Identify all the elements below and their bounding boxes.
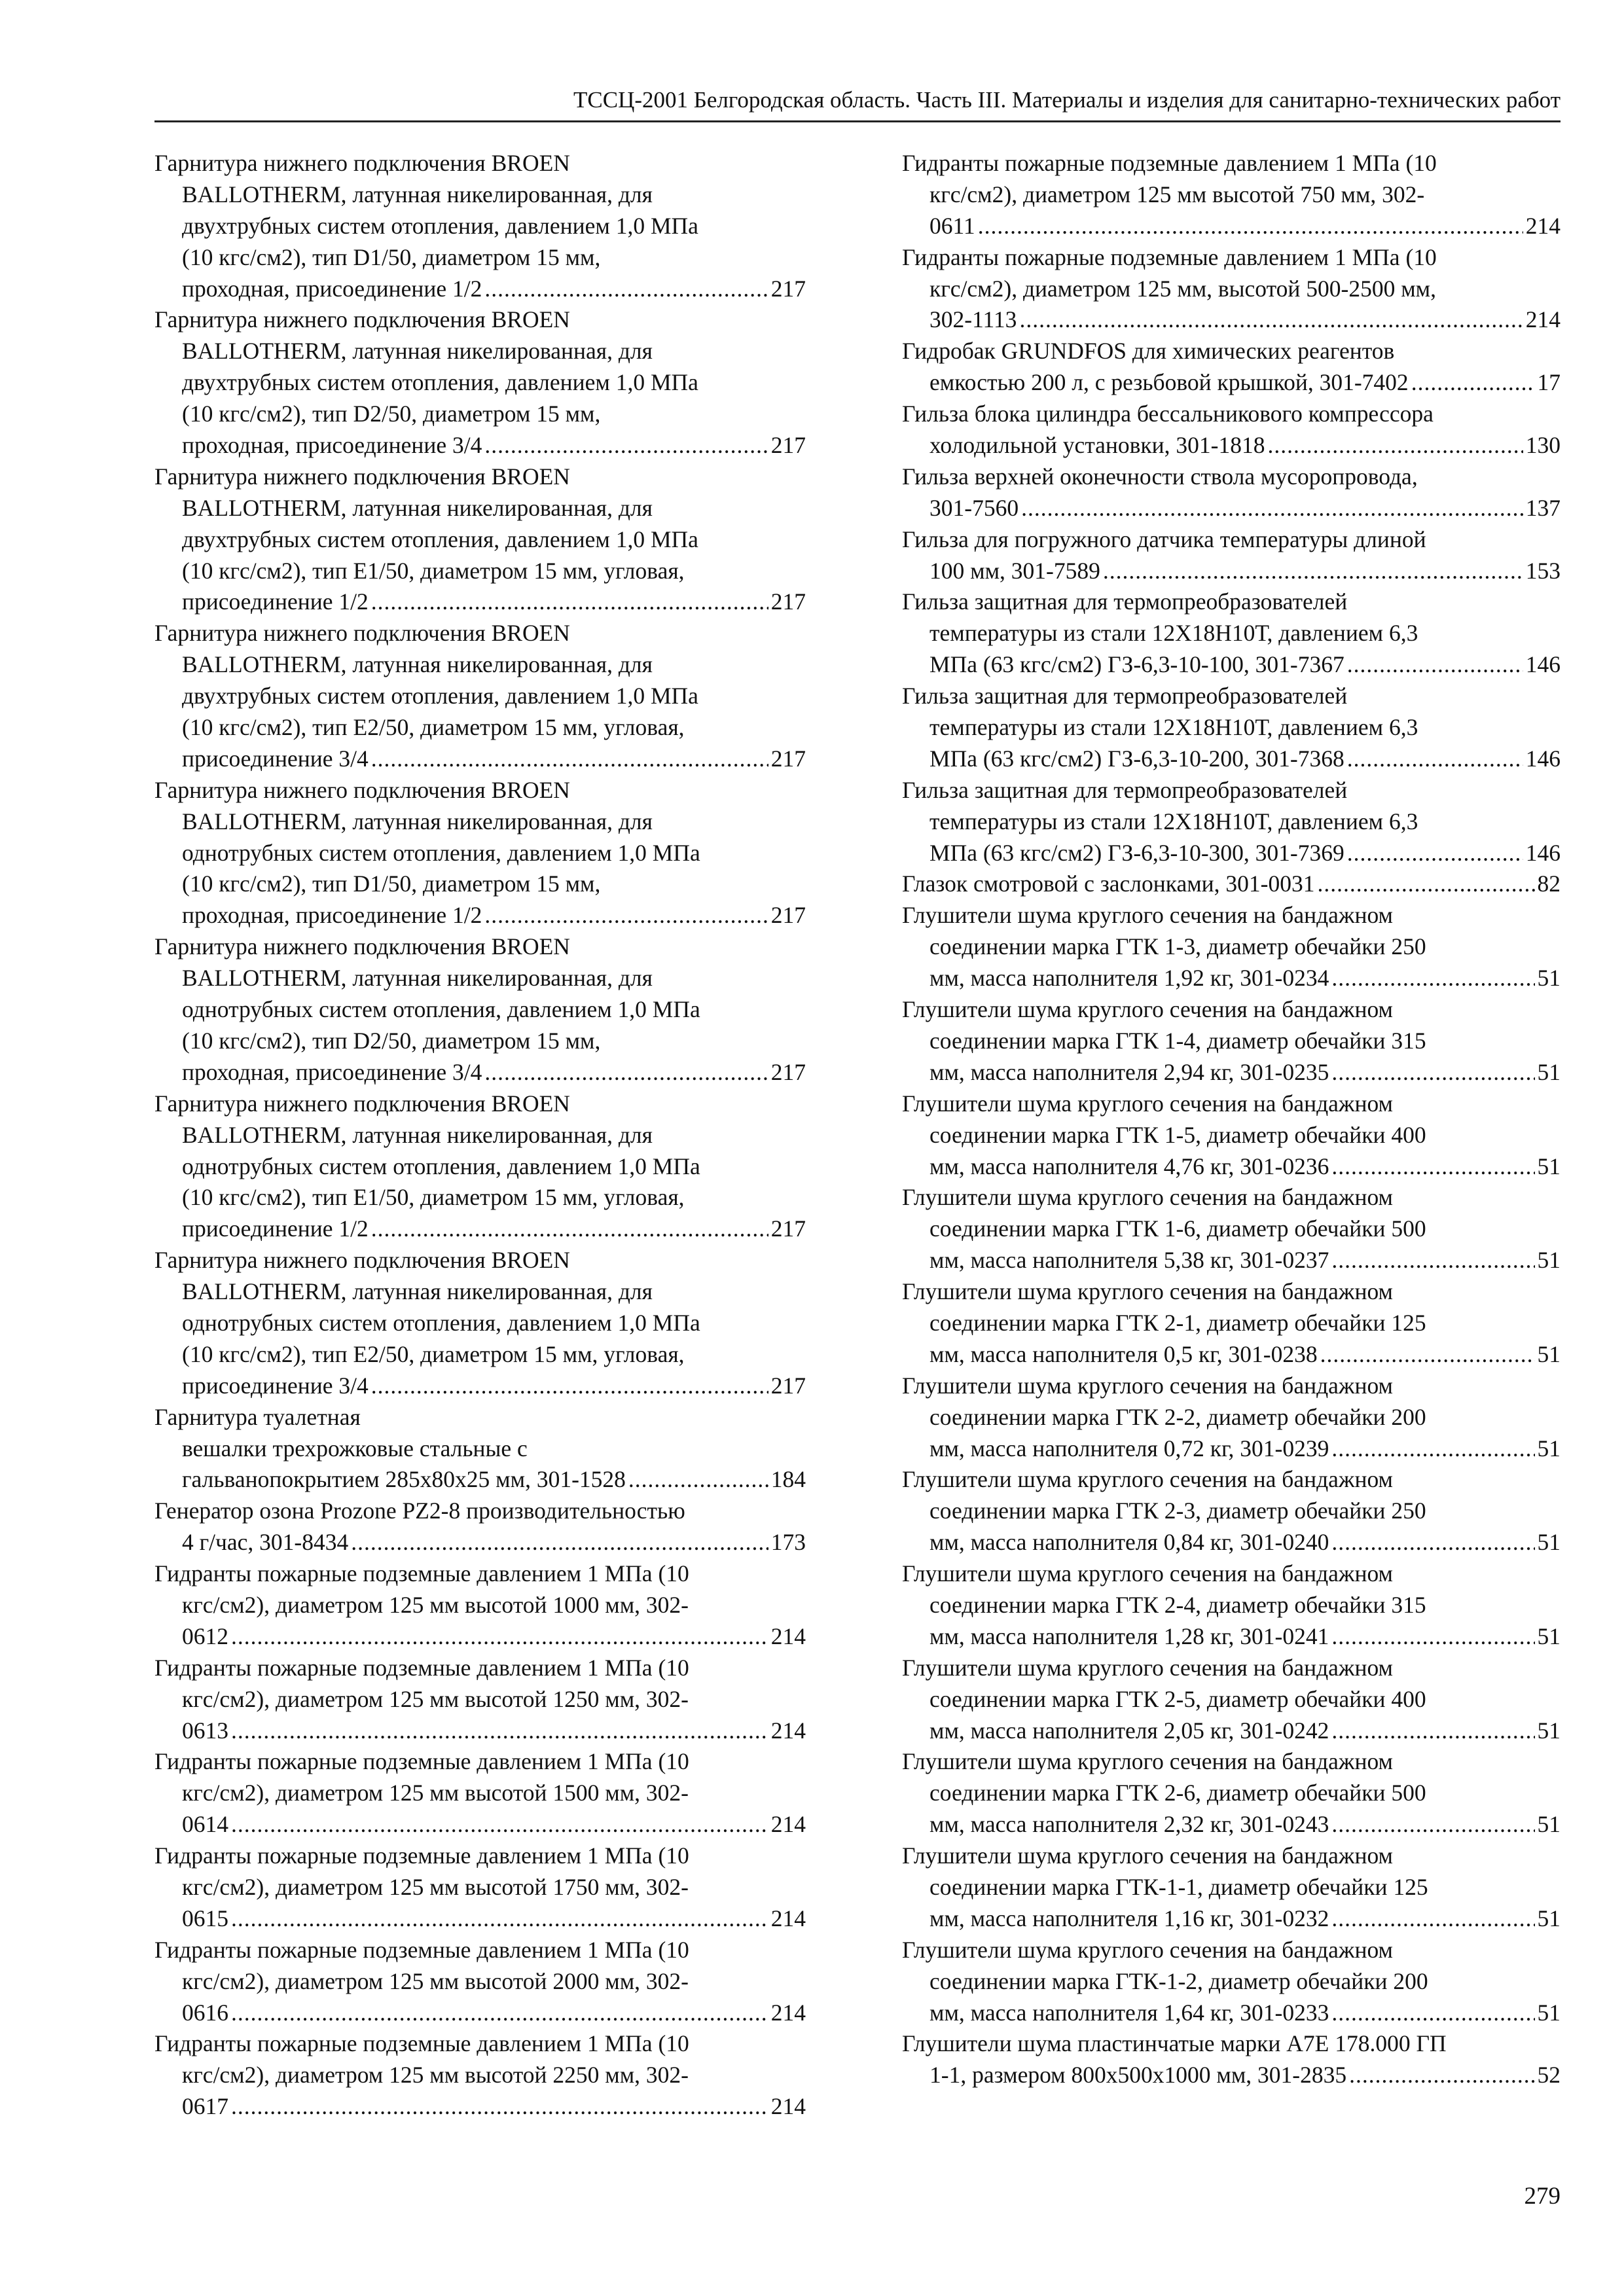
leader-dots xyxy=(1103,556,1523,587)
index-entry-line xyxy=(902,1715,1561,1747)
index-entry xyxy=(154,304,806,461)
index-entry xyxy=(154,775,806,931)
entry-text: 1-1, размером 800х500х1000 мм, 301-2835 xyxy=(929,2062,1347,2089)
index-entry-line xyxy=(154,900,806,931)
leader-dots xyxy=(231,1903,768,1935)
index-entry xyxy=(902,2028,1561,2091)
index-entry xyxy=(902,1371,1561,1465)
entry-text: гальванопокрытием 285х80х25 мм, 301-1528 xyxy=(182,1466,626,1493)
entry-text: присоединение 1/2 xyxy=(182,588,369,615)
entry-text: мм, масса наполнителя 2,94 кг, 301-0235 xyxy=(929,1058,1329,1085)
index-entry xyxy=(902,399,1561,461)
entry-text: проходная, присоединение 1/2 xyxy=(182,275,482,302)
index-entry-line: (10 кгс/см2), тип E2/50, диаметром 15 мм, угловая, xyxy=(182,1340,685,1367)
index-entry xyxy=(902,1558,1561,1653)
index-entry-line: вешалки трехрожковые стальные с xyxy=(182,1435,528,1462)
index-entry-line: Гарнитура нижнего подключения BROEN xyxy=(154,776,570,803)
index-entry-line: (10 кгс/см2), тип D2/50, диаметром 15 мм, xyxy=(182,1027,601,1054)
index-entry-line: соединении марка ГТК 1-3, диаметр обечайки 250 xyxy=(929,933,1426,960)
index-entry xyxy=(154,618,806,774)
entry-text: 0613 xyxy=(182,1717,228,1744)
leader-dots xyxy=(231,2091,768,2123)
entry-text: емкостью 200 л, с резьбовой крышкой, 301-7402 xyxy=(929,369,1409,396)
index-entry-line: Глушители шума пластинчатые марки А7Е 178.000 ГП xyxy=(902,2030,1447,2057)
index-entry-line xyxy=(154,1464,806,1496)
index-entry-line: Гарнитура нижнего подключения BROEN xyxy=(154,933,570,960)
index-entry-line: соединении марка ГТК 1-6, диаметр обечайки 500 xyxy=(929,1215,1426,1242)
index-entry xyxy=(902,1935,1561,2029)
entry-page-ref: 51 xyxy=(1537,1153,1561,1179)
leader-dots xyxy=(484,900,768,931)
leader-dots xyxy=(1331,1151,1534,1183)
entry-text: 4 г/час, 301-8434 xyxy=(182,1529,349,1556)
index-entry-line xyxy=(902,304,1561,336)
index-entry-line: соединении марка ГТК-1-1, диаметр обечайки 125 xyxy=(929,1873,1428,1900)
leader-dots xyxy=(351,1527,768,1558)
index-entry xyxy=(902,900,1561,994)
entry-page-ref: 146 xyxy=(1525,745,1561,772)
index-entry-line: однотрубных систем отопления, давлением 1,0 МПа xyxy=(182,1309,700,1336)
index-entry-line: соединении марка ГТК 2-5, диаметр обечайки 400 xyxy=(929,1685,1426,1712)
entry-text: мм, масса наполнителя 1,28 кг, 301-0241 xyxy=(929,1623,1329,1649)
entry-text: 0616 xyxy=(182,1999,228,2026)
index-entry-line: Гидранты пожарные подземные давлением 1 МПа (10 xyxy=(154,1936,689,1963)
index-entry-line xyxy=(154,274,806,305)
index-entry-line: Гильза защитная для термопреобразователей xyxy=(902,588,1348,615)
index-entry-line: соединении марка ГТК 1-5, диаметр обечайки 400 xyxy=(929,1121,1426,1148)
index-entry-line xyxy=(902,1057,1561,1088)
index-entry-line: Гильза верхней оконечности ствола мусоропровода, xyxy=(902,463,1418,490)
index-entry xyxy=(154,1496,806,1558)
entry-text: мм, масса наполнителя 1,16 кг, 301-0232 xyxy=(929,1905,1329,1931)
index-entry-line xyxy=(154,1715,806,1747)
entry-page-ref: 51 xyxy=(1537,1340,1561,1367)
index-entry xyxy=(154,461,806,618)
index-entry xyxy=(154,931,806,1088)
index-entry-line xyxy=(902,1809,1561,1840)
leader-dots xyxy=(484,430,768,461)
index-entry-line: (10 кгс/см2), тип D1/50, диаметром 15 мм, xyxy=(182,870,601,897)
leader-dots xyxy=(484,274,768,305)
index-entry-line: BALLOTHERM, латунная никелированная, для xyxy=(182,1278,653,1305)
leader-dots xyxy=(1331,1433,1534,1465)
leader-dots xyxy=(1331,1527,1534,1558)
entry-page-ref: 146 xyxy=(1525,839,1561,866)
index-entry-line: Глушители шума круглого сечения на бандажном xyxy=(902,1560,1393,1587)
index-entry xyxy=(902,1182,1561,1276)
index-entry-line: соединении марка ГТК 2-6, диаметр обечайки 500 xyxy=(929,1780,1426,1806)
index-entry-line xyxy=(154,1213,806,1245)
index-entry-line xyxy=(902,1151,1561,1183)
entry-text: присоединение 1/2 xyxy=(182,1215,369,1242)
leader-dots xyxy=(1411,367,1535,399)
index-entry xyxy=(154,1840,806,1935)
index-entry-line: Гидранты пожарные подземные давлением 1 МПа (10 xyxy=(154,1842,689,1869)
leader-dots xyxy=(1331,963,1534,994)
index-entry-line xyxy=(154,1371,806,1402)
entry-page-ref: 217 xyxy=(770,1058,806,1085)
leader-dots xyxy=(1320,1339,1535,1371)
index-entry-line: BALLOTHERM, латунная никелированная, для xyxy=(182,651,653,678)
leader-dots xyxy=(1021,493,1523,524)
entry-page-ref: 184 xyxy=(770,1466,806,1493)
entry-text: Глазок смотровой с заслонками, 301-0031 xyxy=(902,870,1315,897)
index-entry-line: Гарнитура нижнего подключения BROEN xyxy=(154,306,570,333)
index-entry-line: Глушители шума круглого сечения на бандажном xyxy=(902,1372,1393,1399)
index-entry-line xyxy=(154,1057,806,1088)
index-entry-line: соединении марка ГТК-1-2, диаметр обечайки 200 xyxy=(929,1967,1428,1994)
index-entry-line: соединении марка ГТК 2-2, диаметр обечайки 200 xyxy=(929,1403,1426,1430)
index-entry-line xyxy=(902,367,1561,399)
index-entry-line xyxy=(902,838,1561,869)
entry-page-ref: 146 xyxy=(1525,651,1561,678)
entry-page-ref: 51 xyxy=(1537,1717,1561,1744)
entry-page-ref: 51 xyxy=(1537,1905,1561,1931)
index-entry-line: Гарнитура туалетная xyxy=(154,1403,361,1430)
leader-dots xyxy=(1268,430,1523,461)
index-entry-line: Глушители шума круглого сечения на бандажном xyxy=(902,1748,1393,1775)
index-entry-line: BALLOTHERM, латунная никелированная, для xyxy=(182,181,653,207)
index-entry-line: Гильза для погружного датчика температуры длиной xyxy=(902,526,1426,552)
leader-dots xyxy=(1347,649,1523,681)
index-entry xyxy=(154,148,806,304)
leader-dots xyxy=(628,1464,768,1496)
index-entry-line xyxy=(902,744,1561,775)
leader-dots xyxy=(484,1057,768,1088)
index-entry-line xyxy=(154,1809,806,1840)
index-entry-line xyxy=(902,1903,1561,1935)
index-entry-line: кгс/см2), диаметром 125 мм высотой 2250 мм, 302- xyxy=(182,2062,689,2089)
index-entry-line: кгс/см2), диаметром 125 мм высотой 1500 мм, 302- xyxy=(182,1780,689,1806)
index-entry xyxy=(902,524,1561,587)
leader-dots xyxy=(1331,1998,1534,2029)
leader-dots xyxy=(1318,869,1535,900)
entry-text: 302-1113 xyxy=(929,306,1017,333)
entry-page-ref: 173 xyxy=(770,1529,806,1556)
entry-page-ref: 214 xyxy=(1525,306,1561,333)
leader-dots xyxy=(231,1715,768,1747)
index-entry-line: Гильза защитная для термопреобразователей xyxy=(902,683,1348,709)
index-entry-line: кгс/см2), диаметром 125 мм высотой 1750 мм, 302- xyxy=(182,1873,689,1900)
entry-page-ref: 217 xyxy=(770,275,806,302)
index-entry xyxy=(154,1558,806,1653)
entry-page-ref: 51 xyxy=(1537,1247,1561,1274)
entry-page-ref: 214 xyxy=(770,1811,806,1838)
index-entry-line: Гильза защитная для термопреобразователей xyxy=(902,776,1348,803)
index-entry-line xyxy=(154,430,806,461)
leader-dots xyxy=(231,1809,768,1840)
index-entry-line xyxy=(154,744,806,775)
index-entry xyxy=(902,148,1561,242)
leader-dots xyxy=(1331,1057,1534,1088)
index-entry xyxy=(902,869,1561,900)
index-entry-line: BALLOTHERM, латунная никелированная, для xyxy=(182,494,653,521)
index-entry-line: Глушители шума круглого сечения на бандажном xyxy=(902,1184,1393,1211)
index-entry-line xyxy=(902,211,1561,242)
index-entry xyxy=(902,1653,1561,1747)
index-entry xyxy=(902,586,1561,681)
entry-page-ref: 214 xyxy=(1525,212,1561,239)
index-entry-line xyxy=(154,2091,806,2123)
index-entry-line: Гидранты пожарные подземные давлением 1 МПа (10 xyxy=(154,1748,689,1775)
index-entry-line xyxy=(154,1998,806,2029)
entry-text: МПа (63 кгс/см2) ГЗ-6,3-10-200, 301-7368 xyxy=(929,745,1344,772)
index-entry xyxy=(154,1935,806,2029)
index-entry-line: Глушители шума круглого сечения на бандажном xyxy=(902,996,1393,1023)
entry-page-ref: 217 xyxy=(770,745,806,772)
entry-page-ref: 51 xyxy=(1537,965,1561,992)
entry-text: 0615 xyxy=(182,1905,228,1931)
index-entry-line xyxy=(902,963,1561,994)
index-entry-line xyxy=(902,556,1561,587)
index-entry-line xyxy=(902,1998,1561,2029)
leader-dots xyxy=(1019,304,1523,336)
index-entry-line: BALLOTHERM, латунная никелированная, для xyxy=(182,965,653,992)
index-entry-line: однотрубных систем отопления, давлением 1,0 МПа xyxy=(182,996,700,1023)
index-entry-line xyxy=(902,869,1561,900)
index-entry-line: Глушители шума круглого сечения на бандажном xyxy=(902,1936,1393,1963)
index-entry-line: Глушители шума круглого сечения на бандажном xyxy=(902,1090,1393,1117)
entry-text: 0614 xyxy=(182,1811,228,1838)
index-entry-line: двухтрубных систем отопления, давлением 1,0 МПа xyxy=(182,683,698,709)
entry-text: мм, масса наполнителя 2,32 кг, 301-0243 xyxy=(929,1811,1329,1838)
leader-dots xyxy=(1331,1715,1534,1747)
entry-text: МПа (63 кгс/см2) ГЗ-6,3-10-100, 301-7367 xyxy=(929,651,1344,678)
entry-page-ref: 214 xyxy=(770,1717,806,1744)
index-entry xyxy=(902,1088,1561,1183)
leader-dots xyxy=(371,744,768,775)
index-entry-line: двухтрубных систем отопления, давлением 1,0 МПа xyxy=(182,526,698,552)
index-column-right xyxy=(902,148,1561,2091)
index-entry-line: температуры из стали 12Х18Н10Т, давлением 6,3 xyxy=(929,620,1418,647)
leader-dots xyxy=(1347,838,1523,869)
entry-page-ref: 217 xyxy=(770,432,806,459)
page-number: 279 xyxy=(1524,2183,1561,2210)
entry-text: 0617 xyxy=(182,2093,228,2120)
leader-dots xyxy=(978,211,1523,242)
index-entry xyxy=(154,1746,806,1840)
index-entry-line: соединении марка ГТК 2-4, диаметр обечайки 315 xyxy=(929,1591,1426,1618)
index-entry-line: соединении марка ГТК 2-3, диаметр обечайки 250 xyxy=(929,1498,1426,1524)
index-entry-line: Гарнитура нижнего подключения BROEN xyxy=(154,1090,570,1117)
index-entry xyxy=(902,1464,1561,1558)
index-entry-line xyxy=(902,2060,1561,2091)
leader-dots xyxy=(1331,1809,1534,1840)
index-entry xyxy=(902,1746,1561,1840)
index-entry-line: температуры из стали 12Х18Н10Т, давлением 6,3 xyxy=(929,714,1418,741)
entry-text: МПа (63 кгс/см2) ГЗ-6,3-10-300, 301-7369 xyxy=(929,839,1344,866)
entry-page-ref: 52 xyxy=(1537,2062,1561,2089)
running-header: ТССЦ-2001 Белгородская область. Часть III. Материалы и изделия для санитарно-технических работ xyxy=(154,80,1561,122)
index-entry xyxy=(902,994,1561,1088)
index-entry-line: кгс/см2), диаметром 125 мм, высотой 500-2500 мм, xyxy=(929,275,1436,302)
index-entry xyxy=(154,2028,806,2123)
entry-text: проходная, присоединение 1/2 xyxy=(182,902,482,929)
index-entry-line xyxy=(902,1621,1561,1653)
leader-dots xyxy=(231,1621,768,1653)
entry-page-ref: 51 xyxy=(1537,1435,1561,1462)
index-entry-line: двухтрубных систем отопления, давлением 1,0 МПа xyxy=(182,369,698,396)
entry-page-ref: 130 xyxy=(1525,432,1561,459)
index-entry-line: Гидранты пожарные подземные давлением 1 МПа (10 xyxy=(154,1654,689,1681)
entry-page-ref: 17 xyxy=(1537,369,1561,396)
index-entry xyxy=(154,1088,806,1245)
entry-text: присоединение 3/4 xyxy=(182,1372,369,1399)
index-entry xyxy=(902,242,1561,336)
index-entry xyxy=(154,1653,806,1747)
entry-text: мм, масса наполнителя 0,72 кг, 301-0239 xyxy=(929,1435,1329,1462)
entry-text: мм, масса наполнителя 5,38 кг, 301-0237 xyxy=(929,1247,1329,1274)
entry-page-ref: 51 xyxy=(1537,1811,1561,1838)
entry-page-ref: 153 xyxy=(1525,557,1561,584)
entry-text: 100 мм, 301-7589 xyxy=(929,557,1100,584)
entry-text: холодильной установки, 301-1818 xyxy=(929,432,1265,459)
index-entry-line: двухтрубных систем отопления, давлением 1,0 МПа xyxy=(182,212,698,239)
index-entry-line xyxy=(154,1527,806,1558)
index-entry xyxy=(902,1276,1561,1371)
entry-page-ref: 82 xyxy=(1537,870,1561,897)
entry-page-ref: 214 xyxy=(770,1999,806,2026)
index-entry xyxy=(902,681,1561,775)
entry-text: 0611 xyxy=(929,212,975,239)
entry-page-ref: 217 xyxy=(770,902,806,929)
entry-text: мм, масса наполнителя 2,05 кг, 301-0242 xyxy=(929,1717,1329,1744)
index-entry-line: кгс/см2), диаметром 125 мм высотой 750 мм, 302- xyxy=(929,181,1425,207)
index-entry-line: (10 кгс/см2), тип E2/50, диаметром 15 мм, угловая, xyxy=(182,714,685,741)
index-entry-line: соединении марка ГТК 2-1, диаметр обечайки 125 xyxy=(929,1309,1426,1336)
index-entry-line xyxy=(902,649,1561,681)
entry-page-ref: 51 xyxy=(1537,1529,1561,1556)
index-entry-line: кгс/см2), диаметром 125 мм высотой 2000 мм, 302- xyxy=(182,1967,689,1994)
leader-dots xyxy=(1331,1903,1534,1935)
entry-text: мм, масса наполнителя 0,5 кг, 301-0238 xyxy=(929,1340,1318,1367)
entry-page-ref: 217 xyxy=(770,588,806,615)
index-entry-line: однотрубных систем отопления, давлением 1,0 МПа xyxy=(182,839,700,866)
leader-dots xyxy=(1331,1245,1534,1276)
entry-text: мм, масса наполнителя 0,84 кг, 301-0240 xyxy=(929,1529,1329,1556)
index-entry-line: кгс/см2), диаметром 125 мм высотой 1250 мм, 302- xyxy=(182,1685,689,1712)
index-entry-line: Глушители шума круглого сечения на бандажном xyxy=(902,1278,1393,1305)
index-entry xyxy=(902,336,1561,399)
leader-dots xyxy=(1331,1621,1534,1653)
index-entry-line: Глушители шума круглого сечения на бандажном xyxy=(902,1654,1393,1681)
entry-page-ref: 137 xyxy=(1525,494,1561,521)
index-entry-line: Гидранты пожарные подземные давлением 1 МПа (10 xyxy=(902,150,1437,176)
entry-text: мм, масса наполнителя 1,64 кг, 301-0233 xyxy=(929,1999,1329,2026)
index-entry-line: Глушители шума круглого сечения на бандажном xyxy=(902,902,1393,929)
index-entry xyxy=(902,461,1561,524)
leader-dots xyxy=(371,1213,768,1245)
index-entry-line: Гильза блока цилиндра бессальникового компрессора xyxy=(902,401,1434,427)
index-entry xyxy=(154,1433,806,1496)
index-entry-line xyxy=(154,1903,806,1935)
index-entry-line xyxy=(902,1245,1561,1276)
index-entry-line: Гидранты пожарные подземные давлением 1 МПа (10 xyxy=(902,243,1437,270)
index-entry-line xyxy=(154,1621,806,1653)
entry-text: присоединение 3/4 xyxy=(182,745,369,772)
index-entry-line: Гидранты пожарные подземные давлением 1 МПа (10 xyxy=(154,2030,689,2057)
leader-dots xyxy=(231,1998,768,2029)
index-entry xyxy=(154,1245,806,1401)
entry-page-ref: 51 xyxy=(1537,1623,1561,1649)
leader-dots xyxy=(1349,2060,1534,2091)
entry-text: мм, масса наполнителя 4,76 кг, 301-0236 xyxy=(929,1153,1329,1179)
index-entry xyxy=(902,775,1561,869)
entry-page-ref: 214 xyxy=(770,1623,806,1649)
entry-text: 301-7560 xyxy=(929,494,1019,521)
index-entry-line: соединении марка ГТК 1-4, диаметр обечайки 315 xyxy=(929,1027,1426,1054)
index-entry-line: BALLOTHERM, латунная никелированная, для xyxy=(182,808,653,834)
entry-text: 0612 xyxy=(182,1623,228,1649)
leader-dots xyxy=(1347,744,1523,775)
index-entry xyxy=(154,1402,806,1433)
index-entry-line: Гидробак GRUNDFOS для химических реагентов xyxy=(902,338,1395,365)
index-entry-line xyxy=(902,1433,1561,1465)
index-column-left xyxy=(154,148,806,2123)
index-entry-line: (10 кгс/см2), тип D2/50, диаметром 15 мм, xyxy=(182,401,601,427)
index-entry-line: Гарнитура нижнего подключения BROEN xyxy=(154,463,570,490)
index-entry-line xyxy=(902,1339,1561,1371)
entry-page-ref: 214 xyxy=(770,2093,806,2120)
index-entry-line: Гарнитура нижнего подключения BROEN xyxy=(154,620,570,647)
index-entry-line: BALLOTHERM, латунная никелированная, для xyxy=(182,1121,653,1148)
entry-page-ref: 214 xyxy=(770,1905,806,1931)
index-entry-line xyxy=(902,430,1561,461)
leader-dots xyxy=(371,1371,768,1402)
index-entry-line: BALLOTHERM, латунная никелированная, для xyxy=(182,338,653,365)
index-entry-line: Гидранты пожарные подземные давлением 1 МПа (10 xyxy=(154,1560,689,1587)
entry-text: проходная, присоединение 3/4 xyxy=(182,1058,482,1085)
index-entry-line: кгс/см2), диаметром 125 мм высотой 1000 мм, 302- xyxy=(182,1591,689,1618)
index-entry-line xyxy=(902,493,1561,524)
index-entry-line: Генератор озона Prozone PZ2-8 производительностью xyxy=(154,1498,685,1524)
index-entry xyxy=(902,1840,1561,1935)
entry-page-ref: 51 xyxy=(1537,1999,1561,2026)
index-entry-line: Гарнитура нижнего подключения BROEN xyxy=(154,150,570,176)
index-entry-line xyxy=(154,586,806,618)
index-entry-line: (10 кгс/см2), тип E1/50, диаметром 15 мм, угловая, xyxy=(182,557,685,584)
index-entry-line: Глушители шума круглого сечения на бандажном xyxy=(902,1466,1393,1493)
index-entry-line: температуры из стали 12Х18Н10Т, давлением 6,3 xyxy=(929,808,1418,834)
index-entry-line: (10 кгс/см2), тип D1/50, диаметром 15 мм, xyxy=(182,243,601,270)
entry-text: мм, масса наполнителя 1,92 кг, 301-0234 xyxy=(929,965,1329,992)
index-entry-line: (10 кгс/см2), тип E1/50, диаметром 15 мм, угловая, xyxy=(182,1184,685,1211)
entry-text: проходная, присоединение 3/4 xyxy=(182,432,482,459)
index-entry-line: Глушители шума круглого сечения на бандажном xyxy=(902,1842,1393,1869)
leader-dots xyxy=(371,586,768,618)
index-entry-line: однотрубных систем отопления, давлением 1,0 МПа xyxy=(182,1153,700,1179)
entry-page-ref: 217 xyxy=(770,1372,806,1399)
index-entry-line: Гарнитура нижнего подключения BROEN xyxy=(154,1247,570,1274)
entry-page-ref: 217 xyxy=(770,1215,806,1242)
index-entry-line xyxy=(902,1527,1561,1558)
entry-page-ref: 51 xyxy=(1537,1058,1561,1085)
